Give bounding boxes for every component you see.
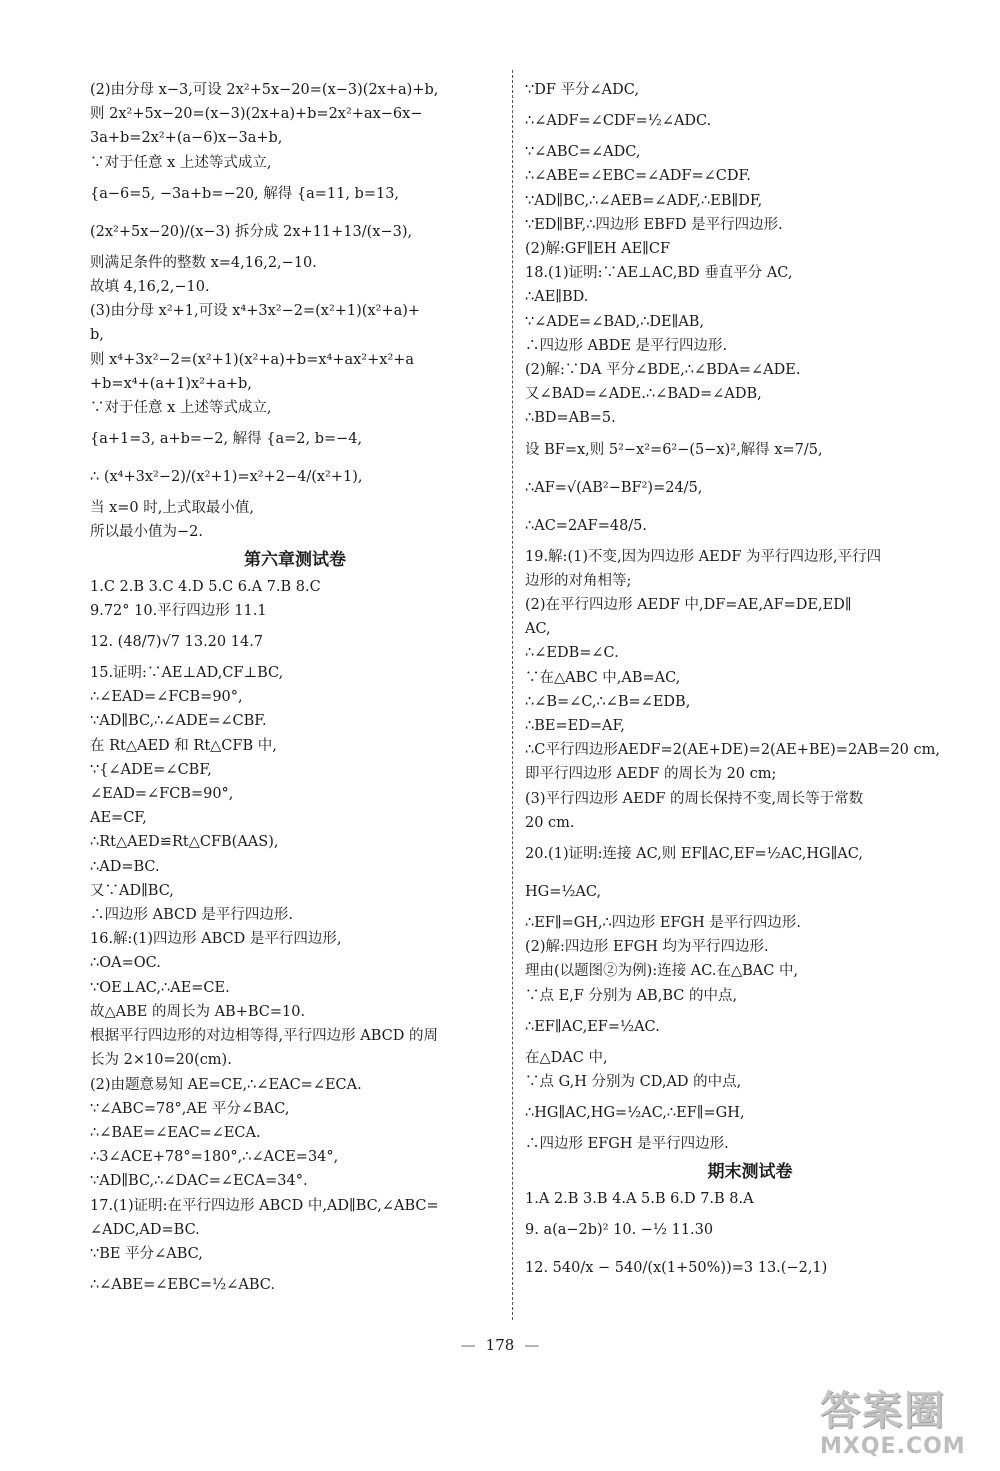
text-line: ∵ED∥BF,∴四边形 EBFD 是平行四边形. [525,216,783,233]
footer-dash: — [524,1336,540,1354]
answer-line: 9. a(a−2b)² 10. −½ 11.30 [525,1221,714,1238]
text-line: ∴Rt△AED≌Rt△CFB(AAS), [90,834,279,851]
watermark-logo: 答案圈 [820,1388,946,1434]
text-line: 19.解:(1)不变,因为四边形 AEDF 为平行四边形,平行四 [525,548,882,565]
text-line: ∴C平行四边形AEDF=2(AE+DE)=2(AE+BE)=2AB=20 cm, [525,742,940,759]
text-line: ∴∠B=∠C,∴∠B=∠EDB, [525,693,691,710]
fraction-line: ∴HG∥AC,HG=½AC,∴EF∥=GH, [525,1105,745,1122]
text-line: 当 x=0 时,上式取最小值, [90,500,254,517]
text-line: AC, [525,621,551,638]
text-line: (2)解:∵DA 平分∠BDE,∴∠BDA=∠ADE. [525,362,801,379]
text-line: 20 cm. [525,814,575,831]
text-line: (2)解:四边形 EFGH 均为平行四边形. [525,939,769,956]
text-line: ∵∠ABC=∠ADC, [525,144,641,161]
fraction-line: 设 BF=x,则 5²−x²=6²−(5−x)²,解得 x=7/5, [525,441,823,458]
text-line: ∴OA=OC. [90,955,161,972]
answer-line: 1.A 2.B 3.B 4.A 5.B 6.D 7.B 8.A [525,1190,754,1207]
text-line: ∵{∠ADE=∠CBF, [90,761,212,778]
text-line: ∵AD∥BC,∴∠AEB=∠ADF,∴EB∥DF, [525,192,763,209]
text-line: (2)由分母 x−3,可设 2x²+5x−20=(x−3)(2x+a)+b, [90,82,439,98]
text-line: ∴EF∥=GH,∴四边形 EFGH 是平行四边形. [525,915,801,932]
text-line: ∵对于任意 x 上述等式成立, [90,400,272,417]
equation-system: {a−6=5, −3a+b=−20, 解得 {a=11, b=13, [90,185,400,202]
text-line: ∵AD∥BC,∴∠DAC=∠ECA=34°. [90,1173,308,1190]
text-line: 18.(1)证明:∵AE⊥AC,BD 垂直平分 AC, [525,265,793,282]
text-line: ∴BD=AB=5. [525,410,616,427]
text-line: +b=x⁴+(a+1)x²+a+b, [90,375,252,392]
text-line: (2)在平行四边形 AEDF 中,DF=AE,AF=DE,ED∥ [525,597,852,614]
text-line: ∴AE∥BD. [525,289,589,306]
text-line: ∴3∠ACE+78°=180°,∴∠ACE=34°, [90,1149,339,1166]
text-line: 故填 4,16,2,−10. [90,279,210,296]
text-line: ∵BE 平分∠ABC, [90,1245,203,1262]
text-line: ∴AD=BC. [90,858,160,875]
text-line: 3a+b=2x²+(a−6)x−3a+b, [90,130,283,147]
text-line: 在△DAC 中, [525,1049,608,1066]
text-line: (2)由题意易知 AE=CE,∴∠EAC=∠ECA. [90,1076,362,1093]
text-line: 理由(以题图②为例):连接 AC.在△BAC 中, [525,963,799,980]
text-line: b, [90,327,104,344]
text-line: 故△ABE 的周长为 AB+BC=10. [90,1003,306,1020]
section-heading: 第六章测试卷 [244,549,346,570]
answer-line: 1.C 2.B 3.C 4.D 5.C 6.A 7.B 8.C [90,578,321,595]
text-line: ∴∠EDB=∠C. [525,645,619,662]
page-footer [0,1336,1000,1354]
answer-line: 12. 540/x − 540/(x(1+50%))=3 13.(−2,1) [525,1259,828,1276]
equation-system: {a+1=3, a+b=−2, 解得 {a=2, b=−4, [90,431,363,448]
text-line: ∵在△ABC 中,AB=AC, [525,669,681,686]
text-line: 根据平行四边形的对边相等得,平行四边形 ABCD 的周 [90,1028,438,1045]
text-line: 所以最小值为−2. [90,524,203,541]
text-line: ∴∠ABE=∠EBC=∠ADF=∠CDF. [525,168,751,185]
text-line: ∴四边形 ABCD 是平行四边形. [90,907,293,924]
text-line: ∵∠ADE=∠BAD,∴DE∥AB, [525,313,705,330]
footer-dash: — [460,1336,476,1354]
text-line: 边形的对角相等; [525,572,632,589]
fraction-line: ∴AF=√(AB²−BF²)=24/5, [525,479,703,496]
text-line: 即平行四边形 AEDF 的周长为 20 cm; [525,766,777,783]
answer-line: 9.72° 10.平行四边形 11.1 [90,602,267,619]
answer-line: 12. (48/7)√7 13.20 14.7 [90,634,264,651]
text-line: ∠EAD=∠FCB=90°, [90,786,234,803]
text-line: ∴∠EAD=∠FCB=90°, [90,689,243,706]
text-line: ∴四边形 ABDE 是平行四边形. [525,337,728,354]
fraction-line: ∴∠ADF=∠CDF=½∠ADC. [525,113,712,130]
fraction-line: ∴EF∥AC,EF=½AC. [525,1018,660,1035]
watermark [820,1388,990,1466]
text-line: ∠ADC,AD=BC. [90,1221,200,1238]
text-line: ∵对于任意 x 上述等式成立, [90,154,272,171]
text-line: ∵点 E,F 分别为 AB,BC 的中点, [525,987,738,1004]
text-line: ∴BE=ED=AF, [525,718,625,735]
text-line: 16.解:(1)四边形 ABCD 是平行四边形, [90,931,342,948]
fraction-line: HG=½AC, [525,884,602,901]
column-divider [512,70,513,1320]
fraction-line: ∴ (x⁴+3x²−2)/(x²+1)=x²+2−4/(x²+1), [90,469,363,486]
text-line: (2)解:GF∥EH AE∥CF [525,241,671,258]
text-line: 又∠BAD=∠ADE.∴∠BAD=∠ADB, [525,386,762,403]
text-line: 15.证明:∵AE⊥AD,CF⊥BC, [90,665,284,682]
text-line: 则 x⁴+3x²−2=(x²+1)(x²+a)+b=x⁴+ax²+x²+a [90,351,415,368]
text-line: ∴四边形 EFGH 是平行四边形. [525,1136,729,1153]
section-heading: 期末测试卷 [707,1161,793,1182]
text-line: ∵点 G,H 分别为 CD,AD 的中点, [525,1074,742,1091]
text-line: ∵AD∥BC,∴∠ADE=∠CBF. [90,713,267,730]
right-column [525,78,975,1287]
text-line: 长为 2×10=20(cm). [90,1052,232,1069]
text-line: (3)平行四边形 AEDF 的周长保持不变,周长等于常数 [525,790,864,807]
left-column [90,78,500,1304]
page-number: 178 [485,1336,515,1354]
text-line: AE=CF, [90,810,147,827]
fraction-line: ∴AC=2AF=48/5. [525,517,648,534]
text-line: ∵DF 平分∠ADC, [525,82,639,98]
text-line: 又∵AD∥BC, [90,882,174,899]
fraction-line: 20.(1)证明:连接 AC,则 EF∥AC,EF=½AC,HG∥AC, [525,846,863,863]
text-line: 17.(1)证明:在平行四边形 ABCD 中,AD∥BC,∠ABC= [90,1197,439,1214]
text-line: 则满足条件的整数 x=4,16,2,−10. [90,254,317,271]
fraction-line: (2x²+5x−20)/(x−3) 拆分成 2x+11+13/(x−3), [90,223,413,240]
fraction-line: ∴∠ABE=∠EBC=½∠ABC. [90,1277,275,1294]
watermark-url: MXQE.COM [820,1434,966,1459]
text-line: ∵OE⊥AC,∴AE=CE. [90,979,230,996]
text-line: ∴∠BAE=∠EAC=∠ECA. [90,1124,261,1141]
text-line: 则 2x²+5x−20=(x−3)(2x+a)+b=2x²+ax−6x− [90,106,423,123]
text-line: 在 Rt△AED 和 Rt△CFB 中, [90,737,277,754]
text-line: (3)由分母 x²+1,可设 x⁴+3x²−2=(x²+1)(x²+a)+ [90,303,421,320]
text-line: ∵∠ABC=78°,AE 平分∠BAC, [90,1100,290,1117]
